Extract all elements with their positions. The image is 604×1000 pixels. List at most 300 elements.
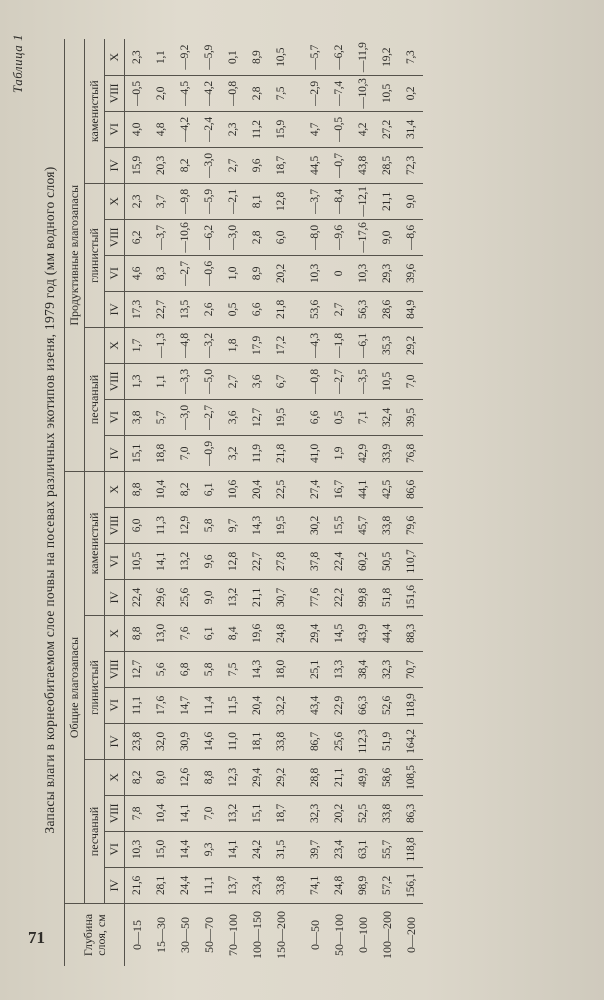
value-cell: 1,9 [327,436,351,472]
value-cell: —9,8 [173,184,197,220]
value-cell: 11,4 [197,688,221,724]
value-cell: 60,2 [351,544,375,580]
value-cell: 20,3 [149,148,173,184]
month-header: VIII [105,652,125,688]
value-cell: 7,6 [173,616,197,652]
value-cell: 7,5 [269,76,293,112]
value-cell: 2,8 [245,220,269,256]
value-cell: 24,8 [269,616,293,652]
table-row [327,40,351,967]
value-cell: —3,2 [197,328,221,364]
value-cell: —0,5 [327,112,351,148]
value-cell: 18,1 [245,724,269,760]
value-cell: 0,5 [221,292,245,328]
value-cell: 3,8 [125,400,150,436]
value-cell: 15,1 [125,436,150,472]
value-cell: 51,9 [375,724,399,760]
value-cell: 29,6 [149,580,173,616]
value-cell: —7,4 [327,76,351,112]
month-header: X [105,40,125,76]
value-cell: 6,7 [269,364,293,400]
value-cell: 23,4 [327,832,351,868]
table-row [245,40,269,967]
depth-cell: 100—200 [379,911,394,959]
soil-header: песчаный [85,760,105,904]
value-cell: 31,4 [399,112,423,148]
value-cell: —4,3 [303,328,327,364]
value-cell: 0,5 [327,400,351,436]
group-header-productive: Продуктивные влагозапасы [65,40,85,472]
value-cell: 22,4 [327,544,351,580]
value-cell: 58,6 [375,760,399,796]
value-cell: 2,6 [197,292,221,328]
value-cell: 51,8 [375,580,399,616]
value-cell: 6,1 [197,472,221,508]
value-cell: 14,6 [197,724,221,760]
value-cell: 28,6 [375,292,399,328]
value-cell: 56,3 [351,292,375,328]
value-cell: 24,2 [245,832,269,868]
value-cell: 14,3 [245,508,269,544]
value-cell: —6,1 [351,328,375,364]
value-cell: 9,3 [197,832,221,868]
depth-header: Глубина слоя, см [65,904,125,967]
value-cell: 22,7 [149,292,173,328]
value-cell: 29,4 [245,760,269,796]
value-cell: 50,5 [375,544,399,580]
value-cell: —2,7 [173,256,197,292]
value-cell: —0,5 [125,76,150,112]
value-cell: —3,7 [149,220,173,256]
month-header: IV [105,436,125,472]
row-gap [293,40,303,967]
value-cell: 1,1 [149,364,173,400]
value-cell: —2,4 [197,112,221,148]
value-cell: 35,3 [375,328,399,364]
value-cell: 42,9 [351,436,375,472]
table-body [125,40,424,967]
value-cell: 22,7 [245,544,269,580]
value-cell: —3,3 [173,364,197,400]
value-cell: 33,8 [269,868,293,904]
value-cell: —17,6 [351,220,375,256]
month-header: X [105,328,125,364]
value-cell: 7,0 [399,364,423,400]
value-cell: 11,5 [221,688,245,724]
value-cell: 8,8 [125,616,150,652]
value-cell: 3,6 [221,400,245,436]
month-header: VI [105,688,125,724]
table-row [173,40,197,967]
value-cell: 6,1 [197,616,221,652]
value-cell: 19,6 [245,616,269,652]
value-cell: 21,1 [245,580,269,616]
value-cell: —1,3 [149,328,173,364]
value-cell: —3,5 [351,364,375,400]
value-cell: 12,8 [269,184,293,220]
value-cell: 29,2 [399,328,423,364]
value-cell: 37,8 [303,544,327,580]
table-row [125,40,150,967]
value-cell: 5,8 [197,508,221,544]
value-cell: 7,5 [221,652,245,688]
value-cell: 74,1 [303,868,327,904]
depth-cell: 0—200 [403,917,418,953]
value-cell: 14,4 [173,832,197,868]
value-cell: 84,9 [399,292,423,328]
value-cell: 2,7 [327,292,351,328]
value-cell: 24,4 [173,868,197,904]
value-cell: 8,8 [197,760,221,796]
month-header: IV [105,580,125,616]
value-cell: —0,7 [327,148,351,184]
value-cell: —2,9 [303,76,327,112]
value-cell: 25,6 [173,580,197,616]
table-row [197,40,221,967]
value-cell: 12,8 [221,544,245,580]
soil-header: песчаный [85,328,105,472]
value-cell: 2,3 [221,112,245,148]
value-cell: 14,1 [149,544,173,580]
value-cell: 39,6 [399,256,423,292]
value-cell: —10,6 [173,220,197,256]
value-cell: 7,8 [125,796,150,832]
value-cell: —3,0 [221,220,245,256]
value-cell: 70,7 [399,652,423,688]
value-cell: —4,5 [173,76,197,112]
value-cell: 30,7 [269,580,293,616]
value-cell: 18,7 [269,796,293,832]
value-cell: 17,6 [149,688,173,724]
month-header: VI [105,832,125,868]
value-cell: 8,8 [125,472,150,508]
value-cell: 33,8 [375,508,399,544]
value-cell: 6,8 [173,652,197,688]
value-cell: 13,3 [327,652,351,688]
header-row-groups [65,40,85,967]
value-cell: 10,6 [221,472,245,508]
value-cell: 39,5 [399,400,423,436]
value-cell: 32,3 [375,652,399,688]
value-cell: 9,7 [221,508,245,544]
value-cell: 2,7 [221,148,245,184]
value-cell: 10,3 [351,256,375,292]
depth-cell: 0—50 [307,920,322,950]
value-cell: 98,9 [351,868,375,904]
value-cell: 12,3 [221,760,245,796]
value-cell: 10,5 [125,544,150,580]
value-cell: 1,7 [125,328,150,364]
value-cell: 118,8 [399,832,423,868]
value-cell: —0,9 [197,436,221,472]
value-cell: 32,3 [303,796,327,832]
depth-cell: 150—200 [273,911,288,959]
value-cell: 45,7 [351,508,375,544]
month-header: VI [105,112,125,148]
group-header-total: Общие влагозапасы [65,472,85,904]
value-cell: 33,8 [375,796,399,832]
value-cell: 1,3 [125,364,150,400]
value-cell: 2,3 [125,40,150,76]
table-row [303,40,327,967]
depth-cell: 0—100 [355,917,370,953]
value-cell: —0,6 [197,256,221,292]
value-cell: 66,3 [351,688,375,724]
value-cell: 13,2 [221,580,245,616]
value-cell: 55,7 [375,832,399,868]
value-cell: 28,1 [149,868,173,904]
value-cell: 11,2 [245,112,269,148]
soil-header: каменистый [85,40,105,184]
value-cell: 28,5 [375,148,399,184]
value-cell: 29,2 [269,760,293,796]
value-cell: 32,0 [149,724,173,760]
value-cell: 13,0 [149,616,173,652]
value-cell: —11,9 [351,40,375,76]
value-cell: 11,3 [149,508,173,544]
table-row [399,40,423,967]
value-cell: 6,6 [303,400,327,436]
value-cell: —8,0 [303,220,327,256]
value-cell: 25,1 [303,652,327,688]
value-cell: 31,5 [269,832,293,868]
value-cell: 18,0 [269,652,293,688]
value-cell: 5,6 [149,652,173,688]
value-cell: 12,7 [245,400,269,436]
value-cell: 4,7 [303,112,327,148]
value-cell: 39,7 [303,832,327,868]
value-cell: 110,7 [399,544,423,580]
value-cell: 18,7 [269,148,293,184]
month-header: VIII [105,220,125,256]
value-cell: 43,8 [351,148,375,184]
value-cell: —4,8 [173,328,197,364]
value-cell: 3,7 [149,184,173,220]
value-cell: 63,1 [351,832,375,868]
value-cell: 43,9 [351,616,375,652]
value-cell: 8,9 [245,256,269,292]
value-cell: 44,4 [375,616,399,652]
value-cell: —9,2 [173,40,197,76]
value-cell: —0,8 [303,364,327,400]
value-cell: 8,2 [125,760,150,796]
value-cell: 11,0 [221,724,245,760]
value-cell: 13,7 [221,868,245,904]
value-cell: 33,9 [375,436,399,472]
value-cell: 17,2 [269,328,293,364]
value-cell: 6,0 [125,508,150,544]
value-cell: 10,5 [269,40,293,76]
soil-header: каменистый [85,472,105,616]
month-header: VI [105,544,125,580]
value-cell: 13,2 [221,796,245,832]
value-cell: 14,5 [327,616,351,652]
value-cell: 10,3 [125,832,150,868]
depth-cell: 0—15 [129,920,144,950]
value-cell: 20,4 [245,472,269,508]
value-cell: 15,5 [327,508,351,544]
value-cell: 21,8 [269,436,293,472]
value-cell: 15,9 [269,112,293,148]
depth-cell: 100—150 [249,911,264,959]
value-cell: 32,4 [375,400,399,436]
value-cell: —6,2 [197,220,221,256]
value-cell: —0,8 [221,76,245,112]
value-cell: 44,1 [351,472,375,508]
value-cell: 23,8 [125,724,150,760]
value-cell: 6,0 [269,220,293,256]
value-cell: 76,8 [399,436,423,472]
value-cell: 5,8 [197,652,221,688]
value-cell: 29,4 [303,616,327,652]
depth-cell: 50—70 [201,917,216,953]
table-row [351,40,375,967]
value-cell: 4,8 [149,112,173,148]
value-cell: —6,2 [327,40,351,76]
value-cell: 9,6 [245,148,269,184]
value-cell: 44,5 [303,148,327,184]
value-cell: 77,6 [303,580,327,616]
value-cell: 8,2 [173,472,197,508]
value-cell: 17,3 [125,292,150,328]
table-row [149,40,173,967]
value-cell: 43,4 [303,688,327,724]
value-cell: 13,2 [173,544,197,580]
depth-cell: 70—100 [225,914,240,956]
value-cell: 118,9 [399,688,423,724]
value-cell: 52,6 [375,688,399,724]
value-cell: 53,6 [303,292,327,328]
value-cell: —5,9 [197,40,221,76]
value-cell: 20,2 [327,796,351,832]
value-cell: 7,0 [173,436,197,472]
header-row-months [105,40,125,967]
value-cell: —8,4 [327,184,351,220]
month-header: X [105,184,125,220]
value-cell: 151,6 [399,580,423,616]
value-cell: 24,8 [327,868,351,904]
value-cell: —10,3 [351,76,375,112]
value-cell: 6,6 [245,292,269,328]
value-cell: 9,0 [375,220,399,256]
value-cell: 0,2 [399,76,423,112]
value-cell: 1,1 [149,40,173,76]
value-cell: 52,5 [351,796,375,832]
value-cell: 86,7 [303,724,327,760]
value-cell: 9,0 [197,580,221,616]
value-cell: —3,0 [197,148,221,184]
value-cell: 41,0 [303,436,327,472]
month-header: VIII [105,76,125,112]
month-header: X [105,616,125,652]
value-cell: 79,6 [399,508,423,544]
value-cell: 4,6 [125,256,150,292]
value-cell: 21,1 [327,760,351,796]
value-cell: —9,6 [327,220,351,256]
month-header: X [105,472,125,508]
value-cell: 15,9 [125,148,150,184]
value-cell: 11,9 [245,436,269,472]
value-cell: 0,1 [221,40,245,76]
value-cell: 7,1 [351,400,375,436]
month-header: IV [105,868,125,904]
page-number: 71 [28,928,45,947]
value-cell: 2,7 [221,364,245,400]
value-cell: —8,6 [399,220,423,256]
value-cell: 27,2 [375,112,399,148]
value-cell: 10,3 [303,256,327,292]
value-cell: 42,5 [375,472,399,508]
value-cell: 108,5 [399,760,423,796]
value-cell: 4,0 [125,112,150,148]
value-cell: 2,8 [245,76,269,112]
value-cell: 30,9 [173,724,197,760]
value-cell: 12,9 [173,508,197,544]
value-cell: —2,7 [197,400,221,436]
value-cell: 88,3 [399,616,423,652]
soil-header: глинистый [85,184,105,328]
value-cell: 21,6 [125,868,150,904]
value-cell: 25,6 [327,724,351,760]
value-cell: 33,8 [269,724,293,760]
header-row-soils [85,40,105,967]
table-label: Таблица 1 [10,34,25,94]
value-cell: 28,8 [303,760,327,796]
value-cell: 5,7 [149,400,173,436]
month-header: IV [105,724,125,760]
value-cell: 7,0 [197,796,221,832]
value-cell: 8,4 [221,616,245,652]
value-cell: 15,1 [245,796,269,832]
value-cell: 12,6 [173,760,197,796]
value-cell: 18,8 [149,436,173,472]
value-cell: 11,1 [197,868,221,904]
value-cell: 38,4 [351,652,375,688]
value-cell: 22,9 [327,688,351,724]
value-cell: 19,2 [375,40,399,76]
value-cell: 8,0 [149,760,173,796]
value-cell: —5,7 [303,40,327,76]
table-row [269,40,293,967]
month-header: VI [105,400,125,436]
value-cell: 19,5 [269,508,293,544]
value-cell: —4,2 [173,112,197,148]
value-cell: 10,5 [375,76,399,112]
value-cell: 4,2 [351,112,375,148]
rotated-table-block [6,20,596,980]
value-cell: 10,4 [149,472,173,508]
table-row [221,40,245,967]
value-cell: —2,7 [327,364,351,400]
value-cell: 57,2 [375,868,399,904]
value-cell: —12,1 [351,184,375,220]
value-cell: —5,0 [197,364,221,400]
value-cell: 30,2 [303,508,327,544]
value-cell: 17,9 [245,328,269,364]
value-cell: 9,0 [399,184,423,220]
value-cell: 13,5 [173,292,197,328]
value-cell: 86,6 [399,472,423,508]
depth-cell: 50—100 [331,914,346,956]
value-cell: 21,1 [375,184,399,220]
value-cell: 8,9 [245,40,269,76]
value-cell: 22,2 [327,580,351,616]
value-cell: 21,8 [269,292,293,328]
soil-header: глинистый [85,616,105,760]
value-cell: 1,0 [221,256,245,292]
value-cell: 8,2 [173,148,197,184]
month-header: VIII [105,508,125,544]
